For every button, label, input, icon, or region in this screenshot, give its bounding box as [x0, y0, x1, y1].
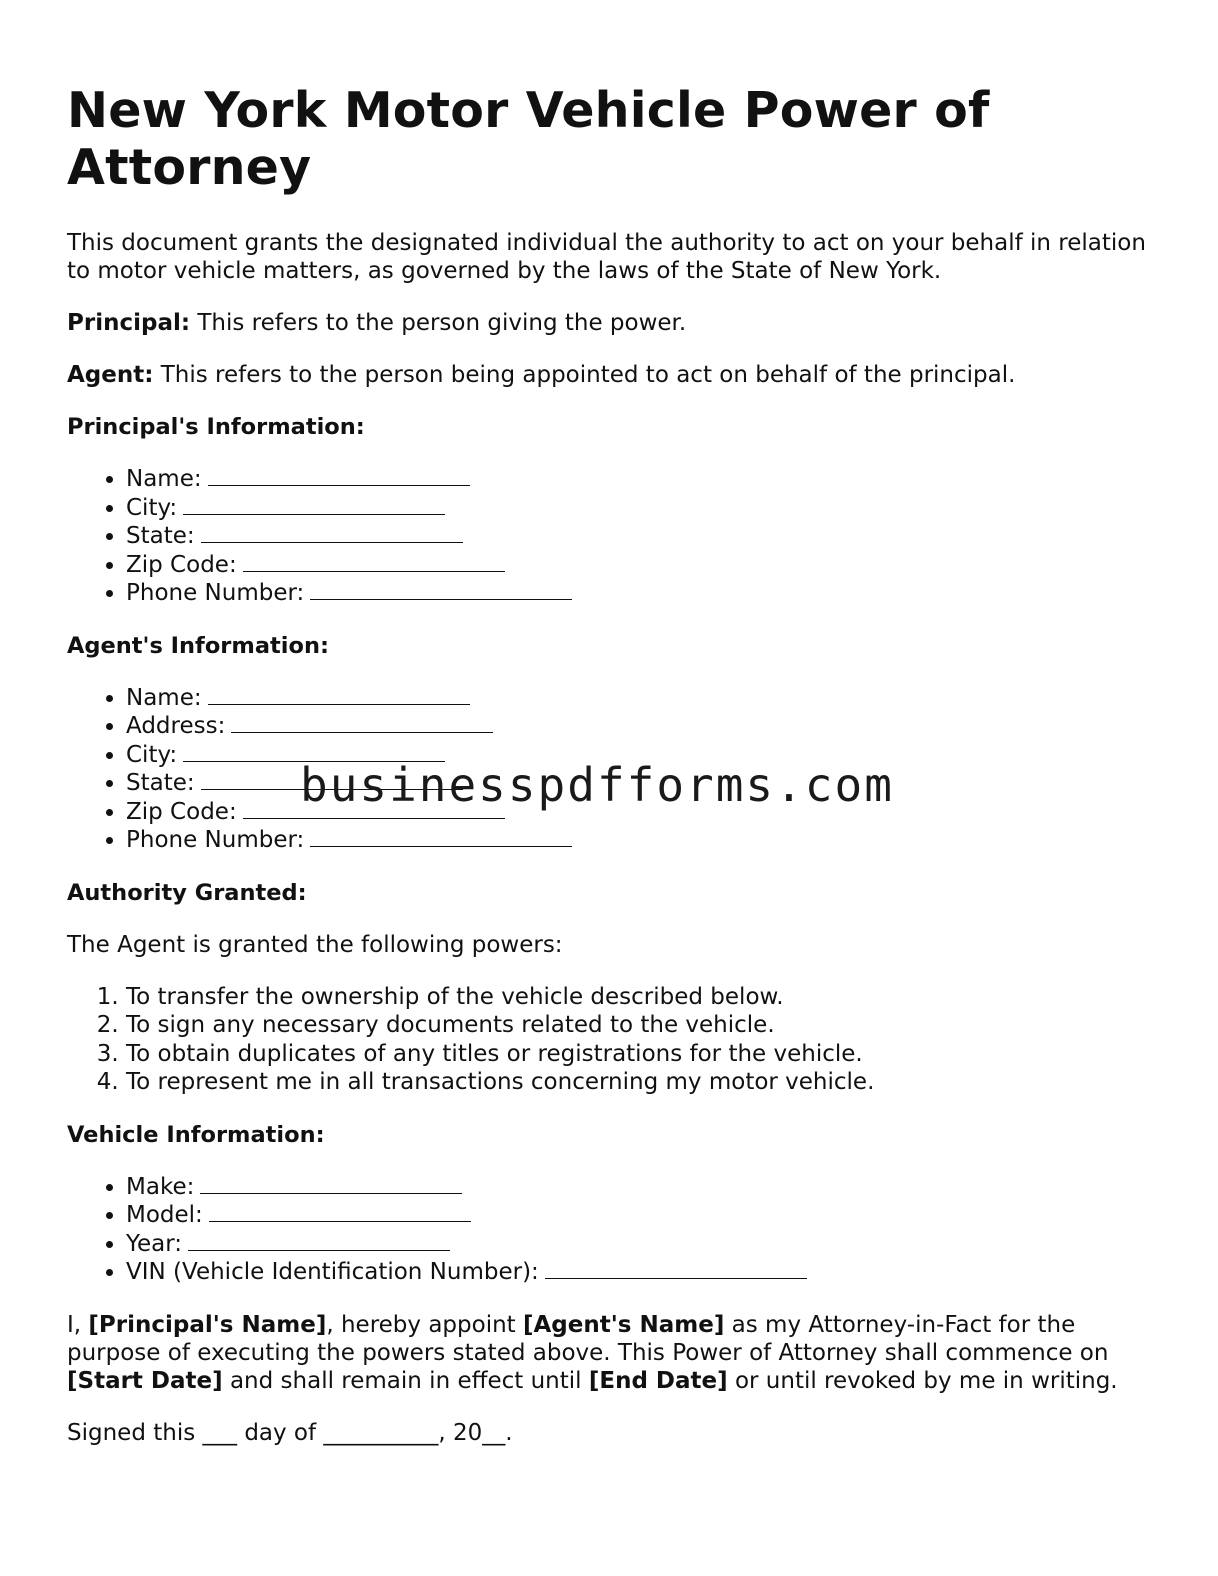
phone-number-blank[interactable] — [310, 598, 572, 600]
watermark-text: businesspdfforms.com — [300, 758, 894, 812]
phone-number-blank[interactable] — [310, 845, 572, 847]
list-item — [126, 769, 1167, 798]
city-blank[interactable] — [183, 513, 445, 515]
vehicle-info-heading: Vehicle Information: — [67, 1121, 325, 1148]
list-item — [126, 465, 1167, 494]
field-label: Make: — [126, 1173, 195, 1200]
field-label: Name: — [126, 684, 202, 711]
field-label: Zip Code: — [126, 798, 237, 825]
zip-code-blank[interactable] — [243, 570, 505, 572]
model-blank[interactable] — [209, 1220, 471, 1222]
document-title: New York Motor Vehicle Power of Attorney — [67, 82, 990, 196]
field-label: Year: — [126, 1230, 183, 1257]
list-item — [126, 1230, 1167, 1259]
agent-definition-text: This refers to the person being appointed to act on behalf of the principal. — [153, 362, 1016, 388]
state-blank[interactable] — [201, 788, 463, 790]
appointment-text: I, — [67, 1311, 89, 1338]
authority-heading: Authority Granted: — [67, 879, 307, 906]
list-item — [126, 1201, 1167, 1230]
list-item — [126, 684, 1167, 713]
powers-list — [67, 983, 1167, 1097]
list-item — [126, 1173, 1167, 1202]
principal-label: Principal: — [67, 310, 191, 336]
appointment-text: and shall remain in effect until — [222, 1367, 589, 1394]
signature-line: Signed this ___ day of __________, 20__. — [67, 1419, 513, 1446]
list-item — [126, 494, 1167, 523]
start-date-placeholder: [Start Date] — [67, 1367, 223, 1394]
authority-lead: The Agent is granted the following powers: — [67, 931, 563, 958]
zip-code-blank[interactable] — [243, 817, 505, 819]
agent-name-placeholder: [Agent's Name] — [523, 1311, 725, 1338]
agent-definition — [67, 361, 1167, 389]
agent-info-heading: Agent's Information: — [67, 632, 329, 659]
principal-info-heading: Principal's Information: — [67, 414, 365, 440]
appointment-paragraph — [67, 1311, 1167, 1395]
field-label: State: — [126, 523, 195, 549]
address-blank[interactable] — [231, 731, 493, 733]
city-blank[interactable] — [183, 760, 445, 762]
list-item: 4. To represent me in all transactions concerning my motor vehicle. — [126, 1068, 1167, 1097]
appointment-text: or until revoked by me in writing. — [727, 1367, 1118, 1394]
list-item — [126, 579, 1167, 608]
end-date-placeholder: [End Date] — [588, 1367, 728, 1394]
vin-blank[interactable] — [545, 1277, 807, 1279]
field-label: State: — [126, 770, 195, 796]
field-label: Phone Number: — [126, 827, 305, 853]
agent-label: Agent: — [67, 362, 154, 388]
list-item: 2. To sign any necessary documents related to the vehicle. — [126, 1011, 1167, 1040]
field-label: City: — [126, 494, 178, 521]
agent-info-list — [67, 684, 1167, 855]
name-blank[interactable] — [208, 703, 470, 705]
intro-paragraph: This document grants the designated individual the authority to act on your behalf in relation to motor vehicle matters, as governed by the laws of the State of New York. — [67, 230, 1146, 284]
list-item — [126, 798, 1167, 827]
appointment-text: , hereby appoint — [326, 1311, 523, 1338]
field-label: Name: — [126, 466, 202, 492]
field-label: Zip Code: — [126, 551, 237, 578]
principal-name-placeholder: [Principal's Name] — [88, 1311, 327, 1338]
field-label: Model: — [126, 1202, 203, 1228]
principal-definition — [67, 309, 1167, 337]
document-page — [67, 82, 1167, 1471]
list-item — [126, 1258, 1167, 1287]
vehicle-info-list — [67, 1173, 1167, 1287]
list-item — [126, 712, 1167, 741]
field-label: Phone Number: — [126, 580, 305, 606]
year-blank[interactable] — [188, 1249, 450, 1251]
list-item — [126, 551, 1167, 580]
list-item — [126, 522, 1167, 551]
appointment-text: as my Attorney-in-Fact for the purpose of executing the powers stated above. This Power of Attorney shall commence on — [67, 1311, 1109, 1366]
field-label: VIN (Vehicle Identification Number): — [126, 1259, 539, 1285]
list-item: 3. To obtain duplicates of any titles or registrations for the vehicle. — [126, 1040, 1167, 1069]
list-item: 1. To transfer the ownership of the vehicle described below. — [126, 983, 1167, 1012]
principal-definition-text: This refers to the person giving the power. — [190, 310, 687, 336]
name-blank[interactable] — [208, 484, 470, 486]
principal-info-list — [67, 465, 1167, 608]
field-label: Address: — [126, 713, 226, 739]
field-label: City: — [126, 741, 178, 768]
list-item — [126, 826, 1167, 855]
state-blank[interactable] — [201, 541, 463, 543]
list-item — [126, 741, 1167, 770]
make-blank[interactable] — [200, 1192, 462, 1194]
